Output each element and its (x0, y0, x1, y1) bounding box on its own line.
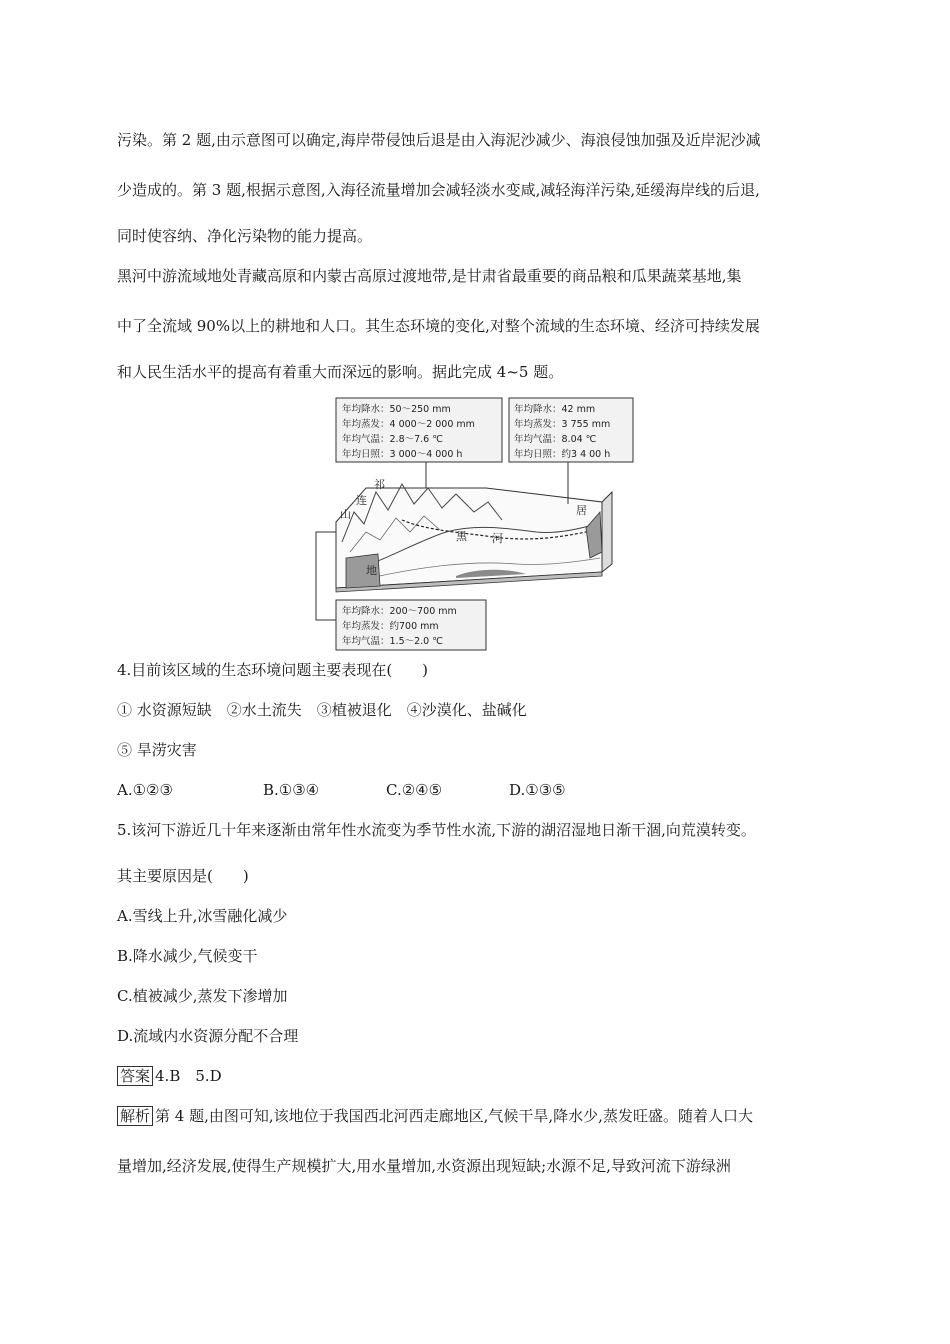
heihe-basin-diagram (306, 392, 636, 654)
answer-text: 4.B 5.D (155, 1067, 222, 1085)
box-left-line-4: 年均日照：3 000～4 000 h (342, 449, 463, 460)
climate-box-bottom (336, 600, 486, 650)
q4-option-b: B.①③④ (263, 781, 320, 799)
q5-option-a: A.雪线上升,冰雪融化减少 (117, 907, 288, 925)
label-he: 河 (492, 532, 503, 545)
label-ju: 居 (576, 504, 587, 517)
box-right-line-3: 年均气温：8.04 ℃ (514, 434, 597, 445)
q4-items-line-2: ⑤ 旱涝灾害 (117, 741, 197, 759)
q5-stem-line-2: 其主要原因是( ) (117, 867, 249, 885)
box-bottom-line-1: 年均降水：200～700 mm (342, 606, 457, 617)
box-bottom-line-3: 年均气温：1.5～2.0 ℃ (342, 636, 443, 647)
passage-line-2: 中了全流域 90%以上的耕地和人口。其生态环境的变化,对整个流域的生态环境、经济可持续发展 (117, 317, 760, 335)
analysis-tag: 解析 (117, 1106, 153, 1126)
label-qi: 祁 (374, 478, 385, 491)
q5-option-d: D.流域内水资源分配不合理 (117, 1027, 299, 1045)
label-shan: 山 (340, 508, 351, 521)
box-left-line-3: 年均气温：2.8～7.6 ℃ (342, 434, 443, 445)
box-left-line-2: 年均蒸发：4 000～2 000 mm (342, 419, 475, 430)
label-lian: 连 (356, 494, 367, 507)
answer-line (117, 1066, 222, 1086)
q4-stem: 4.目前该区域的生态环境问题主要表现在( ) (117, 661, 429, 679)
analysis-line-1 (117, 1106, 753, 1126)
box-right-line-2: 年均蒸发：3 755 mm (514, 419, 611, 430)
q4-option-c: C.②④⑤ (386, 781, 443, 799)
box-bottom-line-2: 年均蒸发：约700 mm (342, 621, 439, 632)
q5-option-c: C.植被减少,蒸发下渗增加 (117, 987, 288, 1005)
q5-option-b: B.降水减少,气候变干 (117, 947, 258, 965)
box-right-line-1: 年均降水：42 mm (514, 404, 596, 415)
intro-line-3: 同时使容纳、净化污染物的能力提高。 (117, 227, 373, 245)
label-di: 地 (366, 564, 377, 577)
climate-box-left (336, 398, 502, 462)
analysis-line-2: 量增加,经济发展,使得生产规模扩大,用水量增加,水资源出现短缺;水源不足,导致河流下游绿洲 (117, 1157, 731, 1175)
terrain-block (336, 478, 612, 592)
passage-line-3: 和人民生活水平的提高有着重大而深远的影响。据此完成 4~5 题。 (117, 363, 564, 381)
label-hei: 黑 (456, 530, 467, 543)
q5-stem-line-1: 5.该河下游近几十年来逐渐由常年性水流变为季节性水流,下游的湖沼湿地日渐干涸,向荒漠转变。 (117, 821, 756, 839)
climate-box-right (509, 398, 633, 462)
q4-option-a: A.①②③ (117, 781, 173, 799)
passage-line-1: 黑河中游流域地处青藏高原和内蒙古高原过渡地带,是甘肃省最重要的商品粮和瓜果蔬菜基地,集 (117, 267, 742, 285)
q4-option-d: D.①③⑤ (509, 781, 566, 799)
box-right-line-4: 年均日照：约3 4 00 h (514, 449, 611, 460)
intro-line-1: 污染。第 2 题,由示意图可以确定,海岸带侵蚀后退是由入海泥沙减少、海浪侵蚀加强及近岸泥沙减 (117, 131, 761, 149)
answer-tag: 答案 (117, 1066, 153, 1086)
intro-line-2: 少造成的。第 3 题,根据示意图,入海径流量增加会减轻淡水变咸,减轻海洋污染,延缓海岸线的后退, (117, 181, 760, 199)
q4-items-line-1: ① 水资源短缺 ②水土流失 ③植被退化 ④沙漠化、盐碱化 (117, 701, 527, 719)
analysis-text-1: 第 4 题,由图可知,该地位于我国西北河西走廊地区,气候干旱,降水少,蒸发旺盛。随着人口大 (155, 1107, 753, 1125)
box-left-line-1: 年均降水：50～250 mm (342, 404, 451, 415)
